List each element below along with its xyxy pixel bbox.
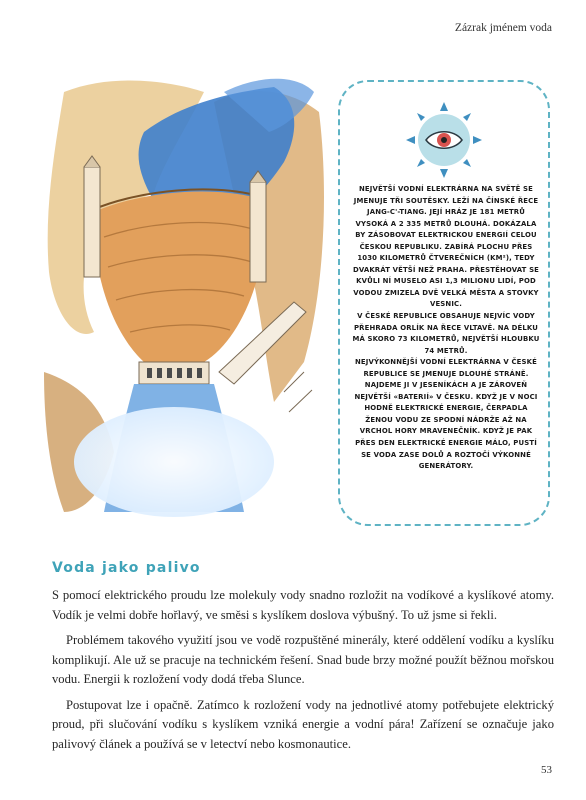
callout-text xyxy=(350,184,542,473)
body-text xyxy=(52,586,554,760)
dam-illustration xyxy=(44,72,334,532)
eye-icon xyxy=(404,100,484,180)
body-paragraph: S pomocí elektrického proudu lze molekuly vody snadno rozložit na vodíkové a kyslíkové atomy. Vodík je velmi dobře hořlavý, ve směsi s kyslíkem doslova výbušný. To už jsme si řekli. xyxy=(52,588,554,622)
callout-paragraph: NEJVÝKONNĚJŠÍ VODNÍ ELEKTRÁRNA V ČESKÉ REPUBLICE SE JMENUJE DLOUHÉ STRÁNĚ. NAJDEME JI V JESENÍKÁCH A JE ZÁROVEŇ NEJVĚTŠÍ «BATERIÍ» V ČESKU. KDYŽ JE V NOCI HODNĚ ELEKTRICKÉ ENERGIE, ČERPADLA ŽENOU VODU ZE SPODNÍ NÁDRŽE AŽ NA VRCHOL HORY MRAVENEČNÍK. KDYŽ JE PAK PŘES DEN ELEKTRICKÉ ENERGIE MÁLO, PUSTÍ SE VODA ZASE DOLŮ A ROZTOČÍ VÝKONNÉ GENERÁTORY. xyxy=(354,358,538,471)
info-callout xyxy=(338,80,550,526)
callout-paragraph: NEJVĚTŠÍ VODNÍ ELEKTRÁRNA NA SVĚTĚ SE JMENUJE TŘI SOUTĚSKY. LEŽÍ NA ČÍNSKÉ ŘECE JANG-C'-TIANG. JEJÍ HRÁZ JE 181 METRŮ VYSOKÁ A 2 335 METRŮ DLOUHÁ. DOKÁZALA BY ZÁSOBOVAT ELEKTRICKOU ENERGIÍ CELOU ČESKOU REPUBLIKU. ZABÍRÁ PLOCHU PŘES 1030 KILOMETRŮ ČTVEREČNÍCH (KM²), TEDY DVAKRÁT VĚTŠÍ NEŽ PRAHA. PŘESTĚHOVAT SE KVŮLI NÍ MUSELO ASI 1,3 MILIONU LIDÍ, POD VODOU ZMIZELA DVĚ VELKÁ MĚSTA A STOVKY VESNIC. xyxy=(352,185,540,309)
body-paragraph: Problémem takového využití jsou ve vodě rozpuštěné minerály, které oddělení vodíku a kyslíku komplikují. Ale už se pracuje na technickém řešení. Snad bude brzy možné použít běžnou mořskou vodu. Energii k rozložení vody dodá třeba Slunce. xyxy=(52,633,554,686)
section-heading: Voda jako palivo xyxy=(52,560,201,576)
running-head: Zázrak jménem voda xyxy=(454,22,552,34)
page-number: 53 xyxy=(541,764,552,776)
body-paragraph: Postupovat lze i opačně. Zatímco k rozložení vody na jednotlivé atomy potřebujete elektrický proud, při slučování vodíku s kyslíkem vzniká energie a vodní pára! Zařízení se označuje jako palivový článek a používá se v letectví nebo kosmonautice. xyxy=(52,697,554,751)
callout-paragraph: V ČESKÉ REPUBLICE OBSAHUJE NEJVÍC VODY PŘEHRADA ORLÍK NA ŘECE VLTAVĚ. NA DÉLKU MÁ SKORO 73 KILOMETRŮ, NEJVĚTŠÍ HLOUBKU 74 METRŮ. xyxy=(352,312,540,355)
